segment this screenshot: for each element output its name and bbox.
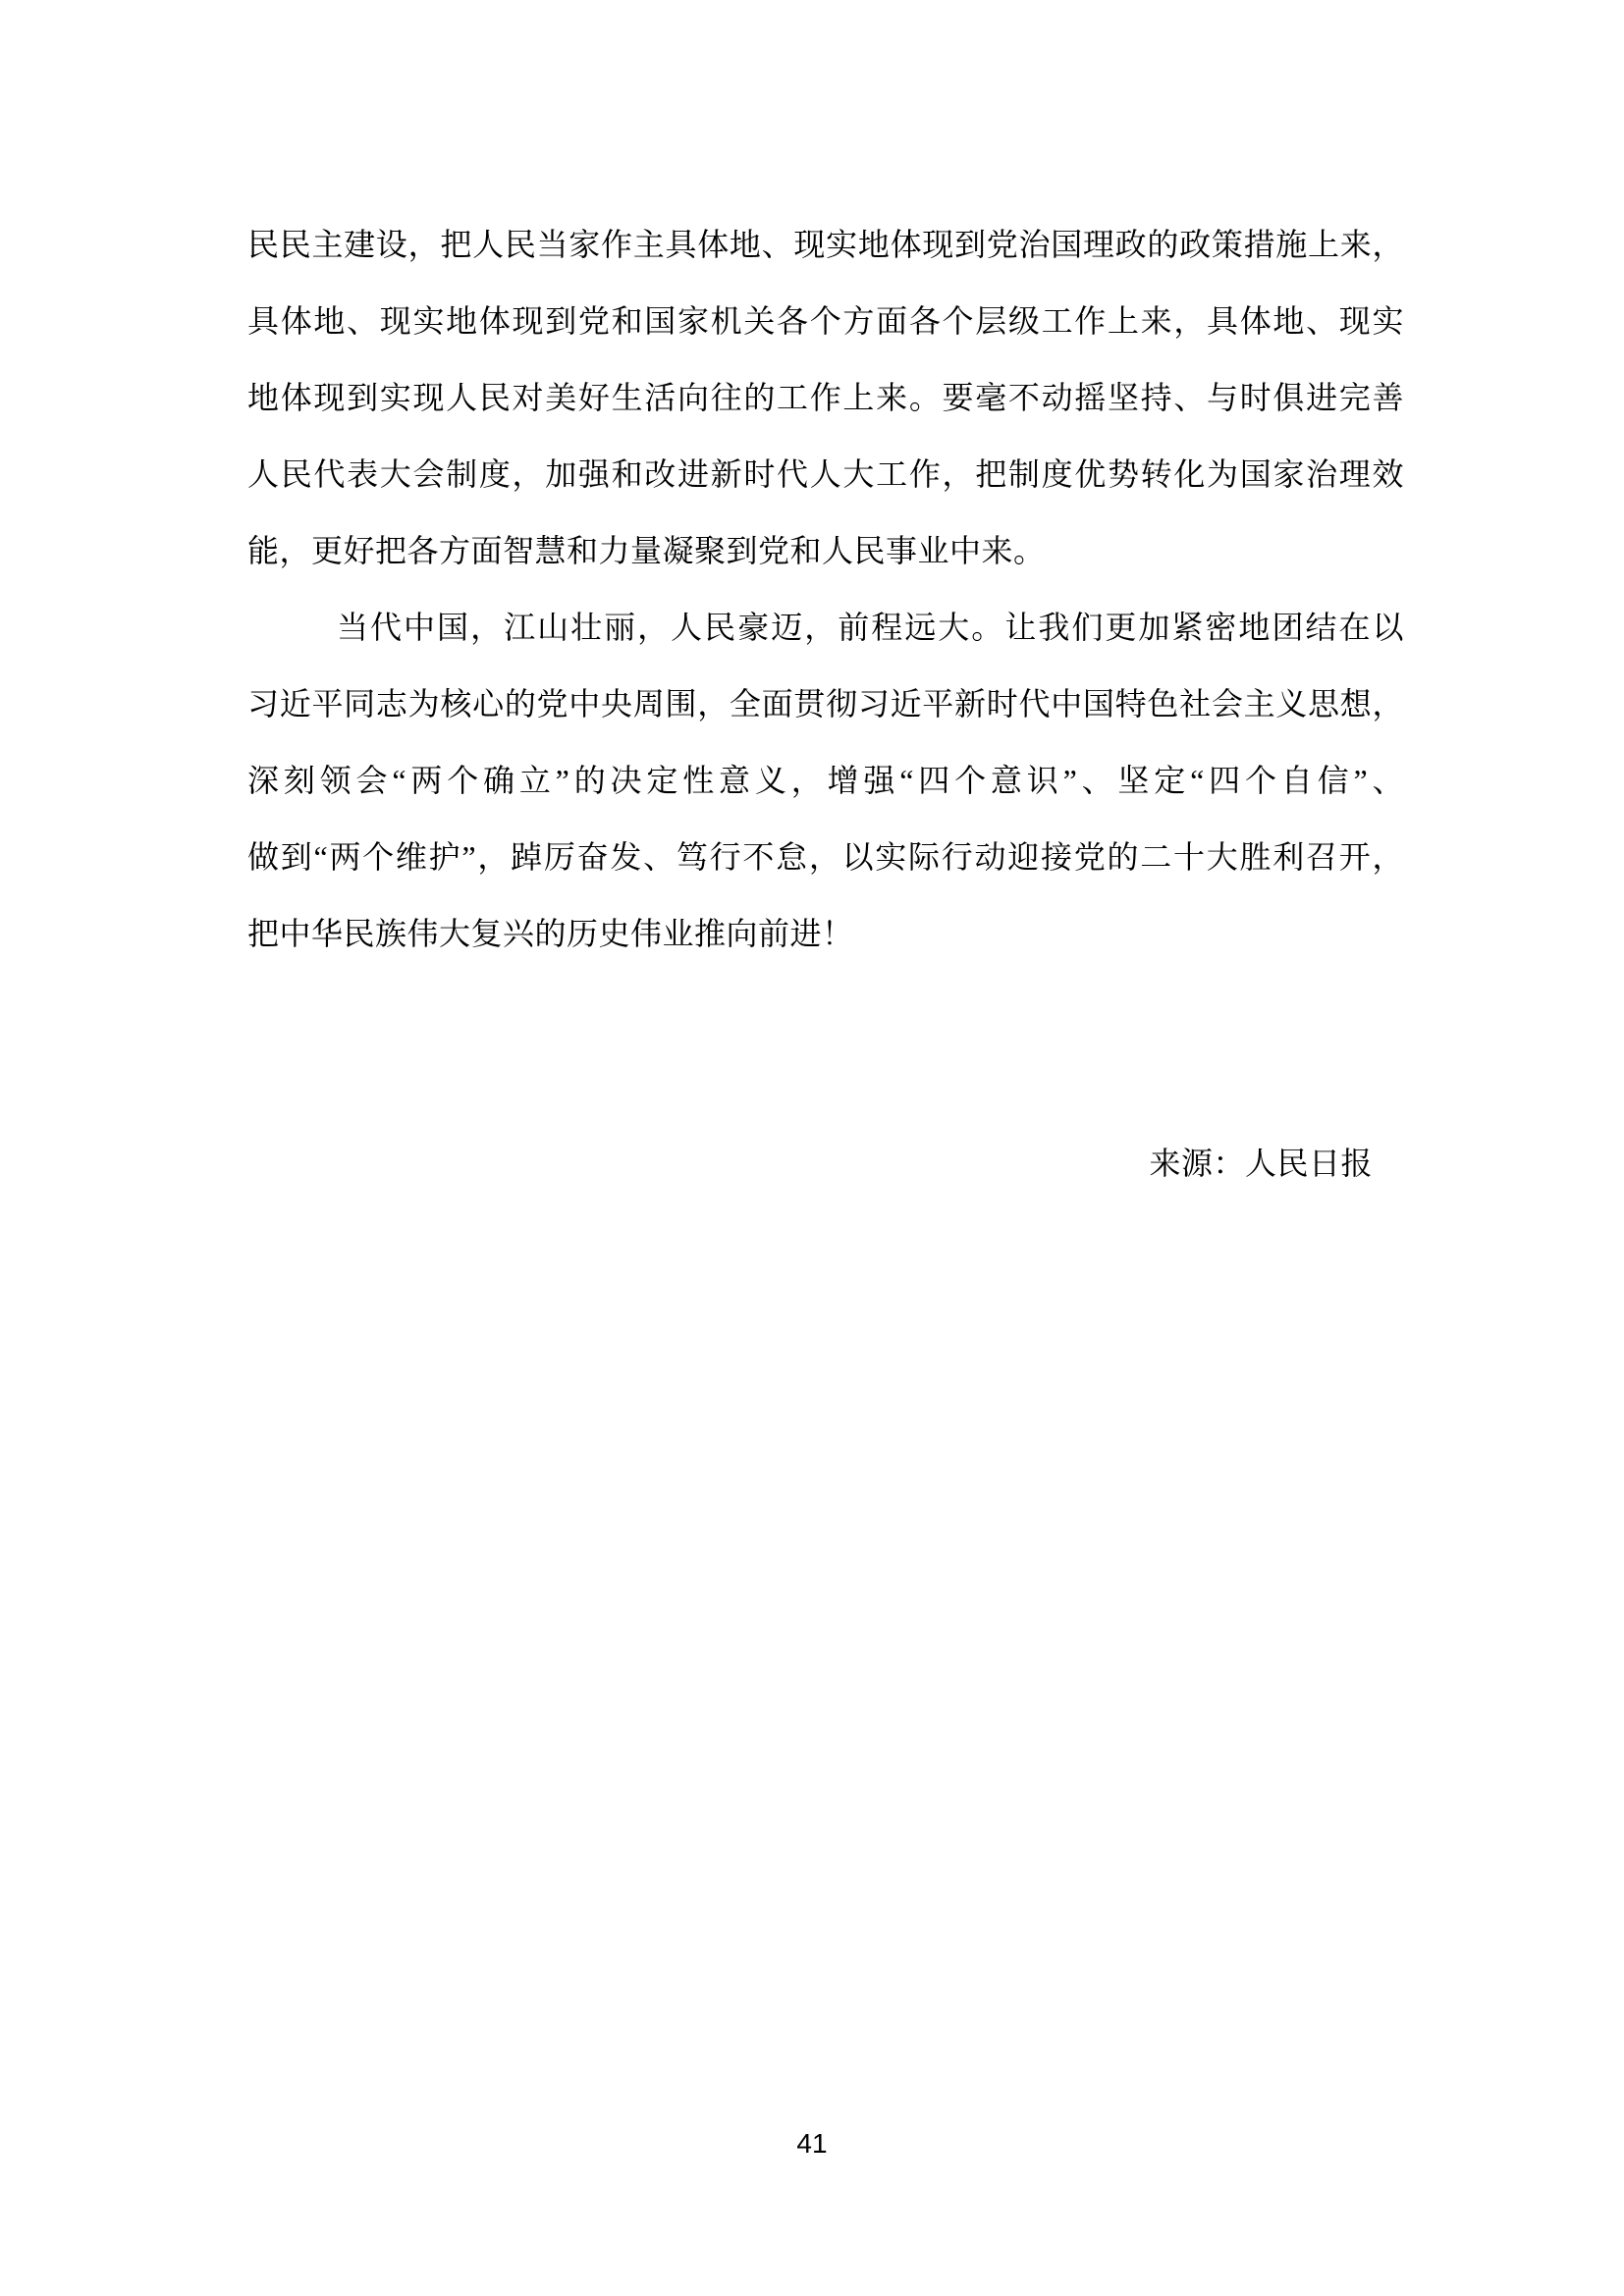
document-body xyxy=(247,206,1404,1201)
blank-line xyxy=(247,1048,1404,1125)
paragraph1-line-5: 能，更好把各方面智慧和力量凝聚到党和人民事业中来。 xyxy=(247,533,1046,568)
paragraph2-line-2: 习近平同志为核心的党中央周围，全面贯彻习近平新时代中国特色社会主义思想， xyxy=(247,686,1404,721)
paragraph1-line-3: 地体现到实现人民对美好生活向往的工作上来。要毫不动摇坚持、与时俱进完善 xyxy=(247,380,1404,415)
paragraph1-line-1: 民民主建设，把人民当家作主具体地、现实地体现到党治国理政的政策措施上来， xyxy=(247,227,1404,262)
source-label: 来源：人民日报 xyxy=(1149,1146,1373,1181)
paragraph1-line-2: 具体地、现实地体现到党和国家机关各个方面各个层级工作上来，具体地、现实 xyxy=(247,303,1404,339)
page-number: 41 xyxy=(796,2128,828,2159)
paragraph2-line-3: 深刻领会“两个确立”的决定性意义，增强“四个意识”、坚定“四个自信”、 xyxy=(247,763,1404,798)
blank-line xyxy=(247,972,1404,1048)
paragraph2-line-4: 做到“两个维护”，踔厉奋发、笃行不怠，以实际行动迎接党的二十大胜利召开， xyxy=(247,839,1404,875)
paragraph2-line-1: 当代中国，江山壮丽，人民豪迈，前程远大。让我们更加紧密地团结在以 xyxy=(337,610,1404,645)
paragraph2-line-5: 把中华民族伟大复兴的历史伟业推向前进！ xyxy=(247,916,854,951)
paragraph1-line-4: 人民代表大会制度，加强和改进新时代人大工作，把制度优势转化为国家治理效 xyxy=(247,456,1404,492)
